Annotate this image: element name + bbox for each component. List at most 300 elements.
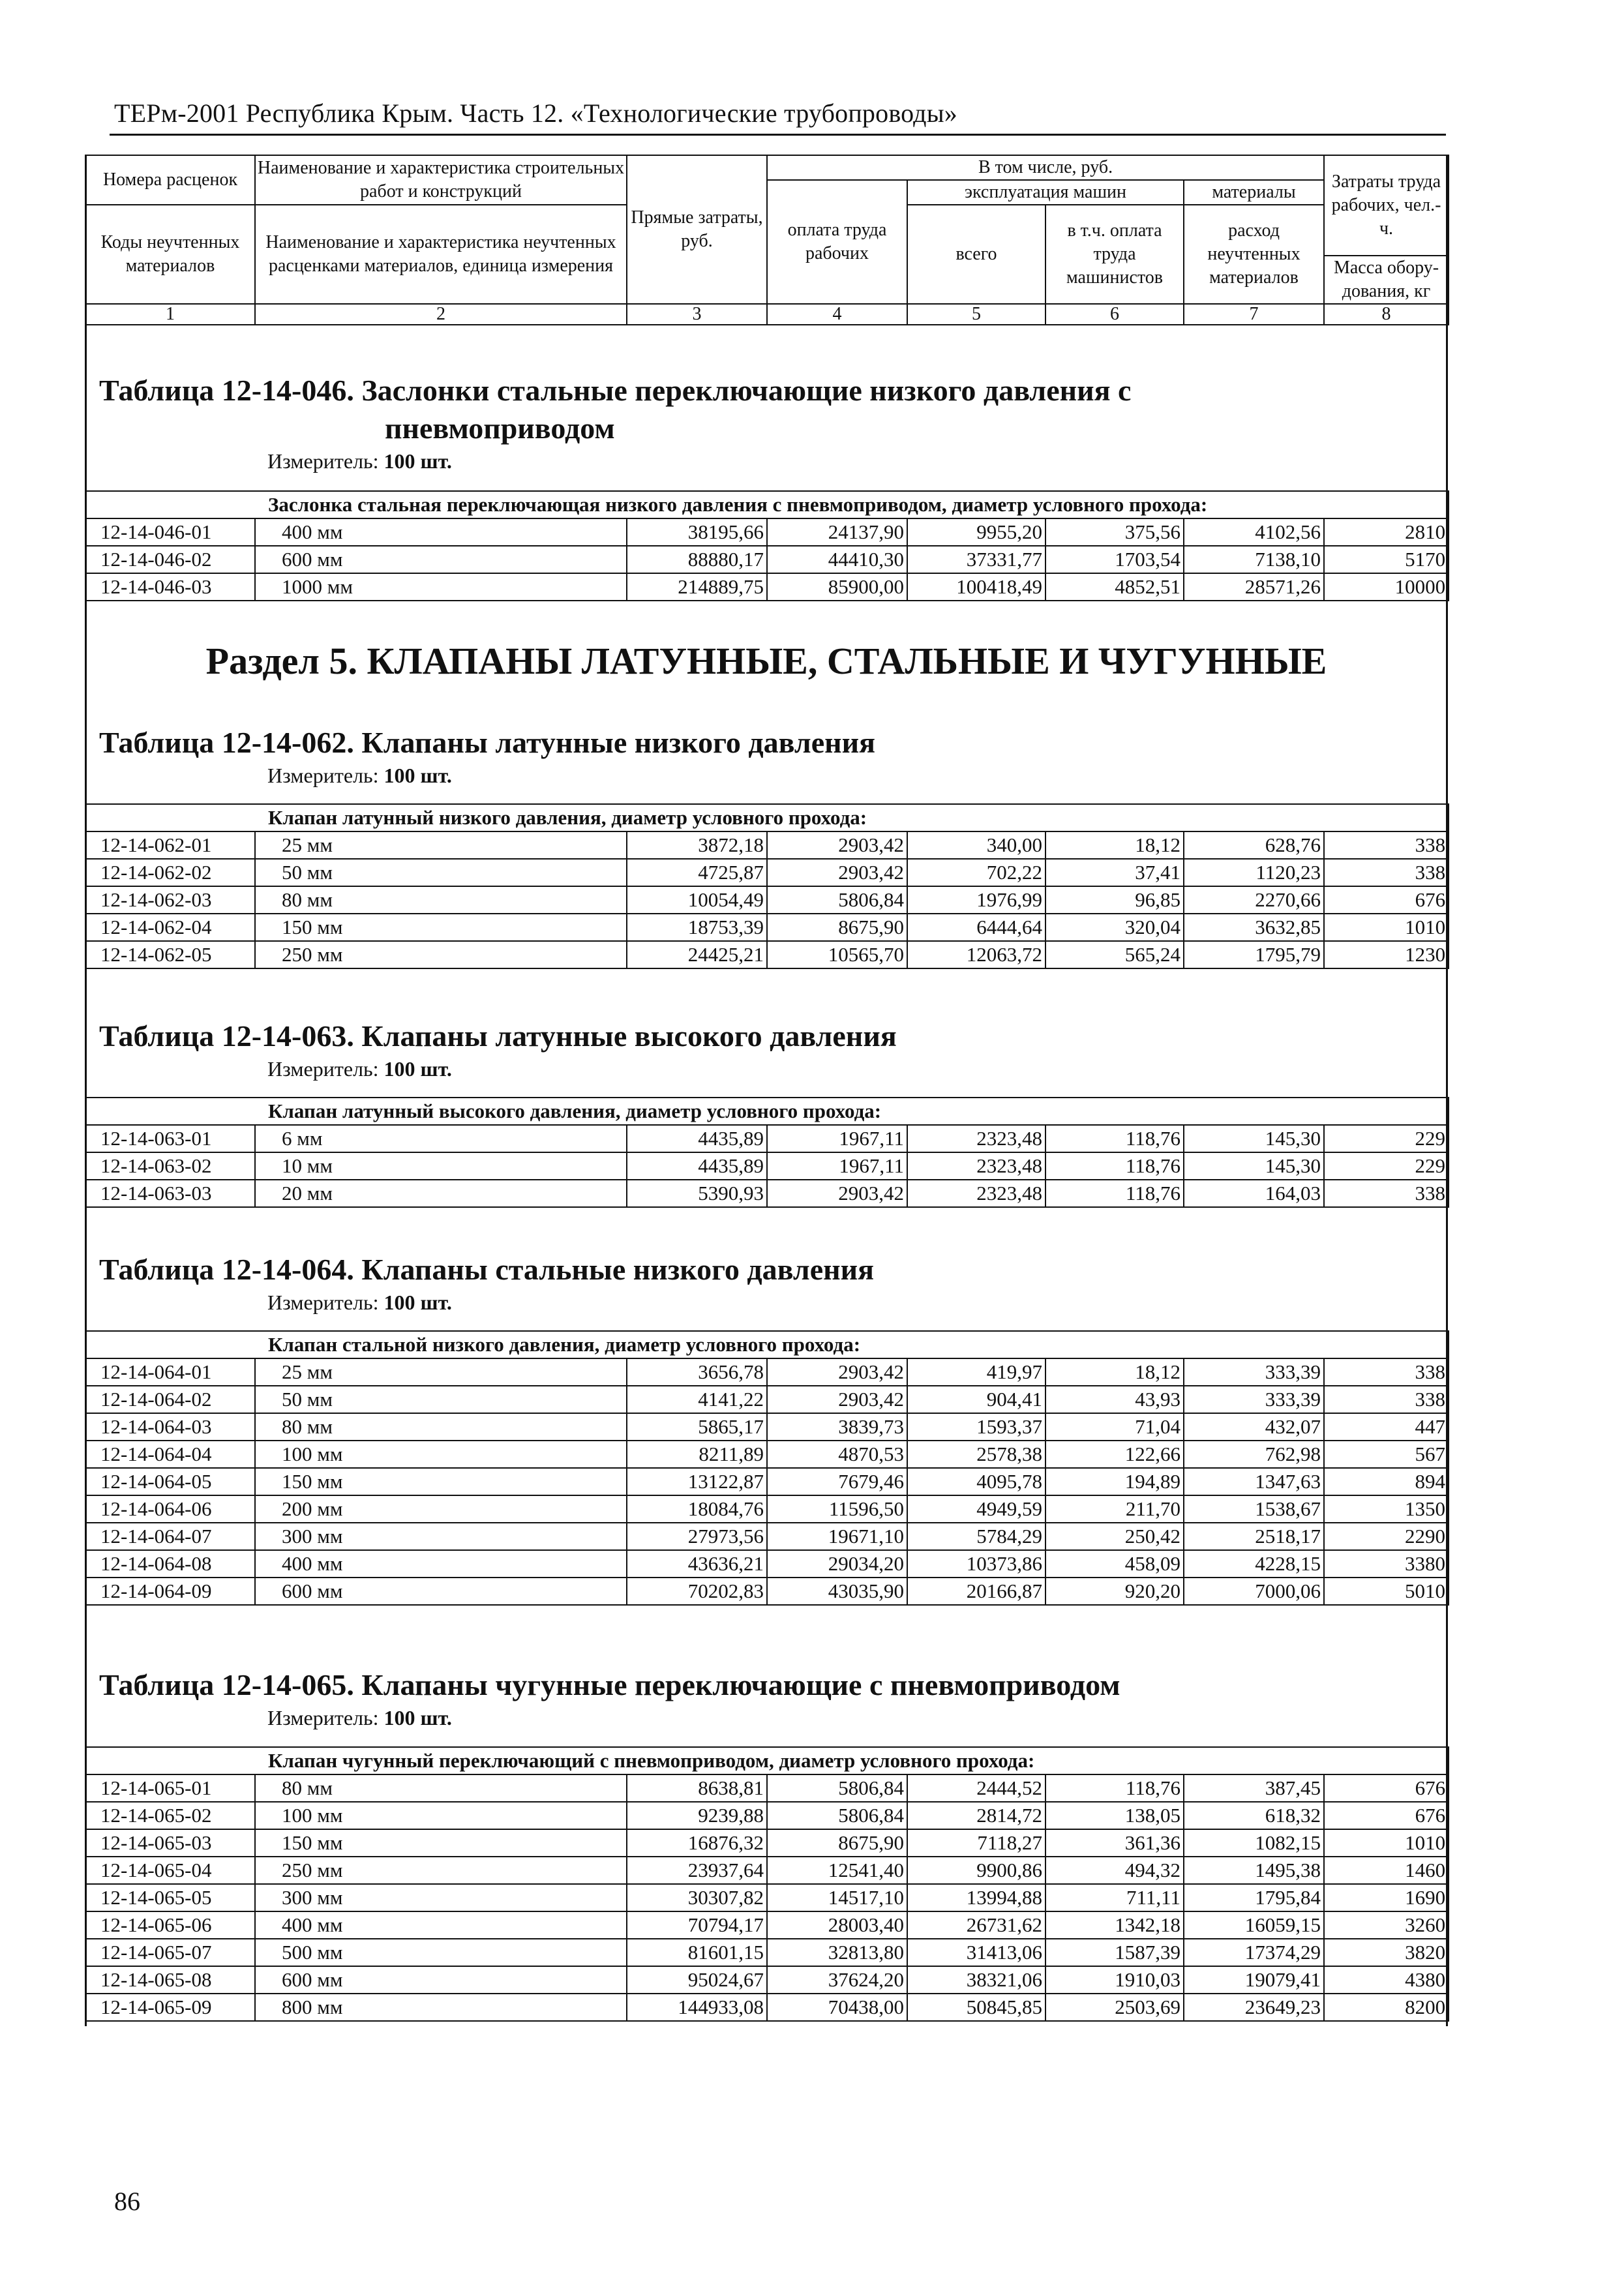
cell-labor-cost: 1460 [1324, 1857, 1449, 1884]
cell-direct-costs: 18753,39 [627, 914, 767, 941]
cell-machines-total: 4095,78 [907, 1468, 1045, 1495]
cell-machines-operators: 118,76 [1045, 1125, 1184, 1152]
cell-machines-total: 38321,06 [907, 1966, 1045, 1994]
cell-machines-total: 2444,52 [907, 1774, 1045, 1802]
cell-item-name: 300 мм [255, 1884, 627, 1911]
cell-machines-operators: 1587,39 [1045, 1939, 1184, 1966]
cell-materials: 1795,84 [1184, 1884, 1324, 1911]
col-direct-costs: Прямые затраты, руб. [627, 155, 767, 304]
cell-item-name: 150 мм [255, 1829, 627, 1857]
cell-machines-total: 904,41 [907, 1386, 1045, 1413]
col-in-total: В том числе, руб. [767, 155, 1324, 180]
cell-item-name: 600 мм [255, 1578, 627, 1605]
cell-materials: 333,39 [1184, 1386, 1324, 1413]
table-row [85, 1386, 1449, 1413]
cell-labor-cost: 676 [1324, 886, 1449, 914]
cell-item-name: 80 мм [255, 1413, 627, 1441]
cell-machines-total: 1593,37 [907, 1413, 1045, 1441]
table-row [85, 859, 1449, 886]
cell-item-name: 300 мм [255, 1523, 627, 1550]
table-row [85, 518, 1449, 546]
cell-item-name: 1000 мм [255, 573, 627, 601]
cell-labor-cost: 1350 [1324, 1495, 1449, 1523]
cell-rate-code: 12-14-064-01 [85, 1358, 255, 1386]
col-num: 6 [1045, 304, 1184, 325]
cell-materials: 4102,56 [1184, 518, 1324, 546]
cell-rate-code: 12-14-065-08 [85, 1966, 255, 1994]
cell-direct-costs: 214889,75 [627, 573, 767, 601]
data-table [85, 1330, 1449, 1606]
cell-direct-costs: 88880,17 [627, 546, 767, 573]
table-title: Таблица 12-14-065. Клапаны чугунные переключающие с пневмоприводом [99, 1668, 1120, 1701]
cell-labor-pay: 19671,10 [767, 1523, 907, 1550]
cell-machines-operators: 320,04 [1045, 914, 1184, 941]
data-table [85, 1746, 1449, 2022]
cell-machines-operators: 18,12 [1045, 1358, 1184, 1386]
cell-machines-total: 702,22 [907, 859, 1045, 886]
cell-materials: 1495,38 [1184, 1857, 1324, 1884]
cell-materials: 1795,79 [1184, 941, 1324, 968]
cell-machines-total: 26731,62 [907, 1911, 1045, 1939]
cell-machines-total: 10373,86 [907, 1550, 1045, 1578]
cell-item-name: 600 мм [255, 546, 627, 573]
table-row [85, 1413, 1449, 1441]
cell-direct-costs: 4435,89 [627, 1152, 767, 1180]
cell-materials: 2270,66 [1184, 886, 1324, 914]
cell-labor-cost: 676 [1324, 1802, 1449, 1829]
cell-machines-operators: 4852,51 [1045, 573, 1184, 601]
cell-rate-code: 12-14-064-08 [85, 1550, 255, 1578]
data-table [85, 490, 1449, 601]
cell-labor-pay: 3839,73 [767, 1413, 907, 1441]
cell-rate-code: 12-14-064-06 [85, 1495, 255, 1523]
cell-item-name: 250 мм [255, 1857, 627, 1884]
table-row [85, 1884, 1449, 1911]
cell-materials: 23649,23 [1184, 1994, 1324, 2021]
group-label: Клапан латунный низкого давления, диаметр условного прохода: [255, 804, 1449, 831]
cell-direct-costs: 43636,21 [627, 1550, 767, 1578]
cell-labor-cost: 1010 [1324, 1829, 1449, 1857]
col-machines-total: всего [907, 205, 1045, 304]
table-row [85, 1523, 1449, 1550]
table-12-14-046 [85, 372, 1448, 475]
cell-machines-operators: 458,09 [1045, 1550, 1184, 1578]
cell-machines-operators: 1703,54 [1045, 546, 1184, 573]
table-row [85, 1358, 1449, 1386]
cell-materials: 2518,17 [1184, 1523, 1324, 1550]
cell-machines-operators: 1342,18 [1045, 1911, 1184, 1939]
cell-machines-total: 6444,64 [907, 914, 1045, 941]
table-measure: Измеритель: 100 шт. [267, 449, 452, 473]
table-title: Таблица 12-14-064. Клапаны стальные низкого давления [99, 1253, 875, 1286]
cell-direct-costs: 3656,78 [627, 1358, 767, 1386]
cell-labor-cost: 2290 [1324, 1523, 1449, 1550]
group-row [85, 1331, 1449, 1358]
cell-labor-pay: 5806,84 [767, 1802, 907, 1829]
cell-direct-costs: 8211,89 [627, 1441, 767, 1468]
cell-direct-costs: 3872,18 [627, 831, 767, 859]
cell-materials: 7138,10 [1184, 546, 1324, 573]
cell-rate-code: 12-14-064-03 [85, 1413, 255, 1441]
cell-machines-operators: 194,89 [1045, 1468, 1184, 1495]
group-row [85, 804, 1449, 831]
table-12-14-063 [85, 1017, 1448, 1083]
cell-item-name: 50 мм [255, 1386, 627, 1413]
col-equipment-mass: Масса обору-дования, кг [1324, 256, 1449, 304]
cell-materials: 1082,15 [1184, 1829, 1324, 1857]
cell-labor-cost: 3260 [1324, 1911, 1449, 1939]
cell-rate-code: 12-14-065-03 [85, 1829, 255, 1857]
cell-labor-cost: 3380 [1324, 1550, 1449, 1578]
cell-item-name: 25 мм [255, 1358, 627, 1386]
cell-direct-costs: 4141,22 [627, 1386, 767, 1413]
cell-materials: 145,30 [1184, 1125, 1324, 1152]
col-num: 3 [627, 304, 767, 325]
cell-machines-operators: 118,76 [1045, 1180, 1184, 1207]
cell-labor-cost: 229 [1324, 1125, 1449, 1152]
cell-item-name: 80 мм [255, 886, 627, 914]
cell-rate-code: 12-14-064-07 [85, 1523, 255, 1550]
header-rule [110, 134, 1446, 136]
cell-materials: 333,39 [1184, 1358, 1324, 1386]
cell-labor-pay: 2903,42 [767, 1358, 907, 1386]
table-row [85, 1468, 1449, 1495]
cell-labor-pay: 2903,42 [767, 859, 907, 886]
cell-rate-code: 12-14-065-06 [85, 1911, 255, 1939]
table-row [85, 1578, 1449, 1605]
col-num: 1 [85, 304, 255, 325]
table-row [85, 914, 1449, 941]
cell-rate-code: 12-14-062-01 [85, 831, 255, 859]
cell-item-name: 200 мм [255, 1495, 627, 1523]
group-blank [85, 1331, 255, 1358]
cell-machines-total: 12063,72 [907, 941, 1045, 968]
table-row [85, 1441, 1449, 1468]
cell-machines-total: 13994,88 [907, 1884, 1045, 1911]
cell-rate-code: 12-14-062-05 [85, 941, 255, 968]
table-row [85, 573, 1449, 601]
cell-item-name: 400 мм [255, 1911, 627, 1939]
cell-machines-total: 37331,77 [907, 546, 1045, 573]
col-materials: материалы [1184, 180, 1324, 205]
cell-rate-code: 12-14-065-02 [85, 1802, 255, 1829]
cell-direct-costs: 4725,87 [627, 859, 767, 886]
cell-item-name: 500 мм [255, 1939, 627, 1966]
table-row [85, 1774, 1449, 1802]
cell-labor-pay: 37624,20 [767, 1966, 907, 1994]
group-row [85, 491, 1449, 518]
col-num: 2 [255, 304, 627, 325]
cell-labor-cost: 8200 [1324, 1994, 1449, 2021]
cell-machines-total: 20166,87 [907, 1578, 1045, 1605]
cell-labor-pay: 2903,42 [767, 1180, 907, 1207]
cell-materials: 4228,15 [1184, 1550, 1324, 1578]
cell-item-name: 20 мм [255, 1180, 627, 1207]
cell-labor-pay: 10565,70 [767, 941, 907, 968]
cell-materials: 432,07 [1184, 1413, 1324, 1441]
cell-materials: 28571,26 [1184, 573, 1324, 601]
cell-item-name: 800 мм [255, 1994, 627, 2021]
cell-labor-cost: 567 [1324, 1441, 1449, 1468]
cell-machines-total: 7118,27 [907, 1829, 1045, 1857]
page-header: ТЕРм-2001 Республика Крым. Часть 12. «Технологические трубопроводы» [114, 98, 958, 128]
data-table [85, 803, 1449, 969]
cell-labor-pay: 8675,90 [767, 1829, 907, 1857]
group-blank [85, 491, 255, 518]
cell-labor-cost: 338 [1324, 1180, 1449, 1207]
cell-rate-code: 12-14-064-04 [85, 1441, 255, 1468]
cell-rate-code: 12-14-063-01 [85, 1125, 255, 1152]
table-row [85, 1911, 1449, 1939]
cell-labor-cost: 1010 [1324, 914, 1449, 941]
group-row [85, 1098, 1449, 1125]
col-num: 5 [907, 304, 1045, 325]
cell-labor-pay: 1967,11 [767, 1152, 907, 1180]
col-machines: эксплуатация машин [907, 180, 1184, 205]
col-num: 4 [767, 304, 907, 325]
cell-labor-pay: 2903,42 [767, 1386, 907, 1413]
cell-direct-costs: 38195,66 [627, 518, 767, 546]
cell-materials: 7000,06 [1184, 1578, 1324, 1605]
cell-labor-cost: 676 [1324, 1774, 1449, 1802]
cell-direct-costs: 70794,17 [627, 1911, 767, 1939]
cell-machines-total: 2323,48 [907, 1180, 1045, 1207]
group-label: Клапан чугунный переключающий с пневмоприводом, диаметр условного прохода: [255, 1747, 1449, 1774]
cell-machines-operators: 37,41 [1045, 859, 1184, 886]
cell-item-name: 150 мм [255, 1468, 627, 1495]
cell-direct-costs: 24425,21 [627, 941, 767, 968]
cell-materials: 16059,15 [1184, 1911, 1324, 1939]
cell-direct-costs: 70202,83 [627, 1578, 767, 1605]
cell-direct-costs: 18084,76 [627, 1495, 767, 1523]
cell-materials: 145,30 [1184, 1152, 1324, 1180]
cell-labor-cost: 447 [1324, 1413, 1449, 1441]
table-row [85, 941, 1449, 968]
cell-item-name: 250 мм [255, 941, 627, 968]
cell-labor-pay: 8675,90 [767, 914, 907, 941]
cell-machines-total: 2323,48 [907, 1125, 1045, 1152]
group-label: Заслонка стальная переключающая низкого давления с пневмоприводом, диаметр условного прохода: [255, 491, 1449, 518]
cell-materials: 164,03 [1184, 1180, 1324, 1207]
cell-machines-total: 340,00 [907, 831, 1045, 859]
table-row [85, 1495, 1449, 1523]
cell-machines-total: 100418,49 [907, 573, 1045, 601]
cell-item-name: 600 мм [255, 1966, 627, 1994]
table-title: Таблица 12-14-046. Заслонки стальные переключающие низкого давления с [99, 374, 1132, 407]
cell-machines-operators: 118,76 [1045, 1774, 1184, 1802]
cell-labor-pay: 7679,46 [767, 1468, 907, 1495]
col-material-codes: Коды неучтенных материалов [85, 205, 255, 304]
table-row [85, 831, 1449, 859]
cell-machines-total: 2323,48 [907, 1152, 1045, 1180]
cell-machines-total: 50845,85 [907, 1994, 1045, 2021]
cell-item-name: 25 мм [255, 831, 627, 859]
group-blank [85, 1098, 255, 1125]
cell-labor-cost: 3820 [1324, 1939, 1449, 1966]
cell-labor-cost: 338 [1324, 1358, 1449, 1386]
cell-labor-pay: 5806,84 [767, 1774, 907, 1802]
table-row [85, 1125, 1449, 1152]
cell-rate-code: 12-14-063-03 [85, 1180, 255, 1207]
column-header-table [85, 155, 1449, 325]
cell-labor-pay: 70438,00 [767, 1994, 907, 2021]
table-row [85, 1550, 1449, 1578]
col-labor-pay: оплата труда рабочих [767, 180, 907, 304]
col-material-names: Наименование и характеристика неучтенных расценками материалов, единица измерения [255, 205, 627, 304]
cell-rate-code: 12-14-065-01 [85, 1774, 255, 1802]
cell-direct-costs: 95024,67 [627, 1966, 767, 1994]
table-row [85, 1802, 1449, 1829]
cell-labor-cost: 894 [1324, 1468, 1449, 1495]
cell-machines-total: 5784,29 [907, 1523, 1045, 1550]
data-table [85, 1097, 1449, 1208]
cell-rate-code: 12-14-046-01 [85, 518, 255, 546]
table-measure: Измеритель: 100 шт. [267, 1291, 452, 1314]
group-label: Клапан латунный высокого давления, диаметр условного прохода: [255, 1098, 1449, 1125]
cell-rate-code: 12-14-065-05 [85, 1884, 255, 1911]
cell-rate-code: 12-14-062-04 [85, 914, 255, 941]
cell-labor-pay: 4870,53 [767, 1441, 907, 1468]
cell-item-name: 400 мм [255, 518, 627, 546]
cell-machines-total: 31413,06 [907, 1939, 1045, 1966]
cell-rate-code: 12-14-065-04 [85, 1857, 255, 1884]
col-work-name: Наименование и характеристика строительных работ и конструкций [255, 155, 627, 205]
cell-direct-costs: 13122,87 [627, 1468, 767, 1495]
cell-materials: 762,98 [1184, 1441, 1324, 1468]
cell-machines-operators: 1910,03 [1045, 1966, 1184, 1994]
cell-rate-code: 12-14-062-02 [85, 859, 255, 886]
cell-direct-costs: 8638,81 [627, 1774, 767, 1802]
cell-labor-cost: 229 [1324, 1152, 1449, 1180]
cell-machines-operators: 138,05 [1045, 1802, 1184, 1829]
cell-rate-code: 12-14-064-02 [85, 1386, 255, 1413]
cell-rate-code: 12-14-064-09 [85, 1578, 255, 1605]
cell-direct-costs: 5390,93 [627, 1180, 767, 1207]
cell-labor-pay: 12541,40 [767, 1857, 907, 1884]
cell-direct-costs: 23937,64 [627, 1857, 767, 1884]
cell-labor-cost: 2810 [1324, 518, 1449, 546]
cell-rate-code: 12-14-065-07 [85, 1939, 255, 1966]
cell-machines-operators: 920,20 [1045, 1578, 1184, 1605]
cell-materials: 19079,41 [1184, 1966, 1324, 1994]
cell-machines-operators: 18,12 [1045, 831, 1184, 859]
cell-direct-costs: 5865,17 [627, 1413, 767, 1441]
cell-direct-costs: 30307,82 [627, 1884, 767, 1911]
cell-labor-pay: 1967,11 [767, 1125, 907, 1152]
cell-item-name: 10 мм [255, 1152, 627, 1180]
cell-machines-operators: 96,85 [1045, 886, 1184, 914]
cell-rate-code: 12-14-063-02 [85, 1152, 255, 1180]
table-row [85, 1939, 1449, 1966]
cell-machines-operators: 2503,69 [1045, 1994, 1184, 2021]
cell-item-name: 100 мм [255, 1802, 627, 1829]
cell-item-name: 400 мм [255, 1550, 627, 1578]
cell-machines-operators: 122,66 [1045, 1441, 1184, 1468]
cell-materials: 1347,63 [1184, 1468, 1324, 1495]
cell-labor-cost: 5010 [1324, 1578, 1449, 1605]
cell-direct-costs: 144933,08 [627, 1994, 767, 2021]
cell-labor-pay: 29034,20 [767, 1550, 907, 1578]
cell-item-name: 150 мм [255, 914, 627, 941]
col-num: 8 [1324, 304, 1449, 325]
cell-labor-pay: 43035,90 [767, 1578, 907, 1605]
group-blank [85, 804, 255, 831]
cell-machines-total: 2814,72 [907, 1802, 1045, 1829]
cell-materials: 3632,85 [1184, 914, 1324, 941]
table-row [85, 1180, 1449, 1207]
cell-labor-pay: 11596,50 [767, 1495, 907, 1523]
table-row [85, 1152, 1449, 1180]
col-materials-unaccounted: расход неучтенных материалов [1184, 205, 1324, 304]
cell-machines-operators: 375,56 [1045, 518, 1184, 546]
cell-labor-cost: 1690 [1324, 1884, 1449, 1911]
cell-labor-cost: 5170 [1324, 546, 1449, 573]
table-row [85, 546, 1449, 573]
cell-labor-cost: 338 [1324, 859, 1449, 886]
group-blank [85, 1747, 255, 1774]
cell-labor-cost: 338 [1324, 831, 1449, 859]
cell-labor-cost: 4380 [1324, 1966, 1449, 1994]
table-row [85, 1857, 1449, 1884]
cell-labor-cost: 1230 [1324, 941, 1449, 968]
cell-materials: 628,76 [1184, 831, 1324, 859]
cell-rate-code: 12-14-062-03 [85, 886, 255, 914]
cell-labor-pay: 24137,90 [767, 518, 907, 546]
group-label: Клапан стальной низкого давления, диаметр условного прохода: [255, 1331, 1449, 1358]
cell-item-name: 80 мм [255, 1774, 627, 1802]
cell-machines-total: 419,97 [907, 1358, 1045, 1386]
table-row [85, 1994, 1449, 2021]
cell-direct-costs: 9239,88 [627, 1802, 767, 1829]
cell-rate-code: 12-14-064-05 [85, 1468, 255, 1495]
table-12-14-062 [85, 724, 1448, 789]
cell-machines-total: 1976,99 [907, 886, 1045, 914]
cell-machines-operators: 43,93 [1045, 1386, 1184, 1413]
cell-rate-code: 12-14-065-09 [85, 1994, 255, 2021]
table-row [85, 1829, 1449, 1857]
cell-machines-operators: 250,42 [1045, 1523, 1184, 1550]
cell-rate-code: 12-14-046-03 [85, 573, 255, 601]
col-num: 7 [1184, 304, 1324, 325]
section-title: Раздел 5. КЛАПАНЫ ЛАТУННЫЕ, СТАЛЬНЫЕ И ЧУГУННЫЕ [205, 640, 1327, 682]
table-title: Таблица 12-14-063. Клапаны латунные высокого давления [99, 1019, 897, 1053]
cell-machines-operators: 211,70 [1045, 1495, 1184, 1523]
cell-machines-operators: 118,76 [1045, 1152, 1184, 1180]
group-row [85, 1747, 1449, 1774]
cell-materials: 1538,67 [1184, 1495, 1324, 1523]
cell-labor-pay: 44410,30 [767, 546, 907, 573]
table-measure: Измеритель: 100 шт. [267, 1057, 452, 1081]
col-labor-cost: Затраты труда рабочих, чел.-ч. [1324, 155, 1449, 256]
table-measure: Измеритель: 100 шт. [267, 764, 452, 787]
table-measure: Измеритель: 100 шт. [267, 1706, 452, 1729]
cell-labor-pay: 85900,00 [767, 573, 907, 601]
cell-machines-total: 9900,86 [907, 1857, 1045, 1884]
cell-labor-pay: 28003,40 [767, 1911, 907, 1939]
table-row [85, 1966, 1449, 1994]
cell-direct-costs: 4435,89 [627, 1125, 767, 1152]
table-12-14-064 [85, 1251, 1448, 1316]
cell-machines-operators: 361,36 [1045, 1829, 1184, 1857]
cell-direct-costs: 81601,15 [627, 1939, 767, 1966]
cell-labor-cost: 338 [1324, 1386, 1449, 1413]
cell-direct-costs: 10054,49 [627, 886, 767, 914]
cell-machines-operators: 494,32 [1045, 1857, 1184, 1884]
cell-labor-pay: 2903,42 [767, 831, 907, 859]
cell-labor-pay: 14517,10 [767, 1884, 907, 1911]
cell-rate-code: 12-14-046-02 [85, 546, 255, 573]
cell-labor-pay: 5806,84 [767, 886, 907, 914]
